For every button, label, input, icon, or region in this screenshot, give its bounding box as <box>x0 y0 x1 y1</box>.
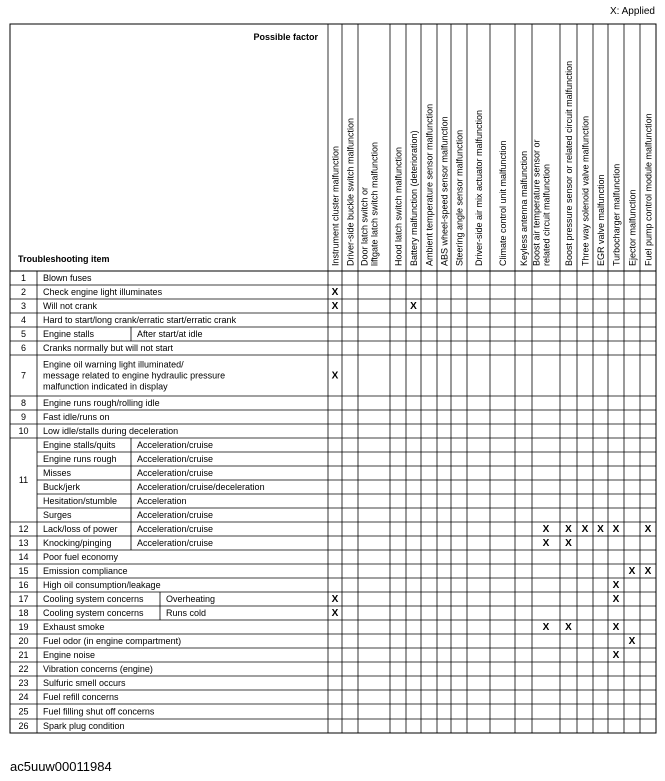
factor-label: Ambient temperature sensor malfunction <box>424 103 435 266</box>
row-number: 2 <box>20 287 27 298</box>
troubleshooting-item: message related to engine hydraulic pressure <box>43 370 226 381</box>
troubleshooting-item: Engine stalls <box>43 329 95 340</box>
troubleshooting-item-label: Troubleshooting item <box>18 254 110 264</box>
condition-text: Acceleration <box>137 496 187 507</box>
row-number: 17 <box>18 594 29 605</box>
row-number: 25 <box>18 706 29 717</box>
row-number: 22 <box>18 664 29 675</box>
factor-label: Hood latch switch malfunction <box>393 146 404 266</box>
possible-factor-label: Possible factor <box>253 32 318 42</box>
applied-mark: X <box>331 370 339 382</box>
row-number: 7 <box>20 370 27 381</box>
troubleshooting-item: Fuel filling shut off concerns <box>43 706 155 717</box>
applied-mark: X <box>628 566 636 578</box>
factor-label: EGR valve malfunction <box>596 174 606 266</box>
figure-id: ac5uuw00011984 <box>10 759 112 774</box>
applied-mark: X <box>542 622 550 634</box>
row-number: 12 <box>18 524 29 535</box>
row-number: 21 <box>18 650 29 661</box>
troubleshooting-item: Engine noise <box>43 650 96 661</box>
factor-label: liftgate latch switch malfunction <box>369 141 380 266</box>
troubleshooting-item: malfunction indicated in display <box>43 381 168 392</box>
condition-text: Acceleration/cruise <box>137 468 214 479</box>
troubleshooting-item: Engine stalls/quits <box>43 440 116 451</box>
row-number: 15 <box>18 566 29 577</box>
troubleshooting-item: Poor fuel economy <box>43 552 119 563</box>
row-number: 24 <box>18 692 29 703</box>
row-number: 11 <box>18 475 29 486</box>
row-number: 4 <box>20 315 27 326</box>
factor-label: Driver-side buckle switch malfunction <box>345 117 356 266</box>
condition-text: After start/at idle <box>137 329 203 340</box>
applied-mark: X <box>565 524 572 536</box>
applied-mark: X <box>565 538 572 550</box>
factor-label: Battery malfunction (deterioration) <box>409 130 419 266</box>
row-number: 1 <box>20 273 27 284</box>
factor-label: Door latch switch or <box>359 186 370 266</box>
row-number: 9 <box>20 412 27 423</box>
troubleshooting-item: Low idle/stalls during deceleration <box>43 426 179 437</box>
condition-text: Acceleration/cruise <box>137 510 214 521</box>
row-number: 13 <box>18 538 29 549</box>
troubleshooting-item: Cooling system concerns <box>43 608 144 619</box>
applied-mark: X <box>542 524 550 536</box>
troubleshooting-item: Engine runs rough <box>43 454 117 465</box>
troubleshooting-item: Buck/jerk <box>43 482 81 493</box>
applied-mark: X <box>597 524 604 536</box>
troubleshooting-item: Sulfuric smell occurs <box>43 678 126 689</box>
troubleshooting-item: Knocking/pinging <box>43 538 112 549</box>
row-number: 23 <box>18 678 29 689</box>
applied-mark: X <box>612 650 620 662</box>
applied-mark: X <box>581 524 589 536</box>
factor-label: Driver-side air mix actuator malfunction <box>474 109 484 266</box>
factor-label: Turbocharger malfunction <box>611 163 622 266</box>
applied-mark: X <box>612 580 620 592</box>
troubleshooting-item: Lack/loss of power <box>43 524 118 535</box>
troubleshooting-item: Hard to start/long crank/erratic start/erratic crank <box>43 315 237 326</box>
applied-legend: X: Applied <box>609 6 655 17</box>
troubleshooting-item: Engine runs rough/rolling idle <box>43 398 160 409</box>
row-number: 18 <box>18 608 29 619</box>
row-number: 20 <box>18 636 29 647</box>
troubleshooting-item: Fast idle/runs on <box>43 412 110 423</box>
condition-text: Acceleration/cruise <box>137 538 214 549</box>
row-number: 10 <box>18 426 29 437</box>
condition-text: Runs cold <box>166 608 207 619</box>
factor-label: Instrument cluster malfunction <box>330 145 341 266</box>
troubleshooting-item: Cooling system concerns <box>43 594 144 605</box>
troubleshooting-item: Check engine light illuminates <box>43 287 163 298</box>
factor-label: Boost pressure sensor or related circuit malfunction <box>564 60 574 266</box>
factor-label: Three way solenoid valve malfunction <box>580 115 591 266</box>
troubleshooting-item: Hesitation/stumble <box>43 496 118 507</box>
troubleshooting-item: Cranks normally but will not start <box>43 343 174 354</box>
applied-mark: X <box>628 636 636 648</box>
condition-text: Acceleration/cruise <box>137 454 214 465</box>
applied-mark: X <box>644 566 652 578</box>
row-number: 6 <box>20 343 27 354</box>
condition-text: Overheating <box>166 594 216 605</box>
applied-mark: X <box>612 524 620 536</box>
row-number: 19 <box>18 622 29 633</box>
troubleshooting-item: Misses <box>43 468 72 479</box>
applied-mark: X <box>612 622 620 634</box>
applied-mark: X <box>331 594 339 606</box>
row-number: 16 <box>18 580 29 591</box>
applied-mark: X <box>612 594 620 606</box>
troubleshooting-item: Emission compliance <box>43 566 128 577</box>
condition-text: Acceleration/cruise <box>137 524 214 535</box>
factor-label: ABS wheel-speed sensor malfunction <box>439 116 450 266</box>
factor-label: Ejector malfunction <box>627 189 638 266</box>
applied-mark: X <box>644 524 652 536</box>
troubleshooting-item: Will not crank <box>43 301 98 312</box>
troubleshooting-item: Fuel refill concerns <box>43 692 119 703</box>
applied-mark: X <box>565 622 572 634</box>
applied-mark: X <box>331 608 339 620</box>
applied-mark: X <box>410 301 417 313</box>
factor-label: Steering angle sensor malfunction <box>454 129 465 266</box>
condition-text: Acceleration/cruise <box>137 440 214 451</box>
troubleshooting-item: Exhaust smoke <box>43 622 105 633</box>
troubleshooting-item: Vibration concerns (engine) <box>43 664 153 675</box>
factor-label: Fuel pump control module malfunction <box>643 113 654 266</box>
condition-text: Acceleration/cruise/deceleration <box>137 482 265 493</box>
applied-mark: X <box>331 287 339 299</box>
troubleshooting-item: Surges <box>43 510 72 521</box>
troubleshooting-item: Fuel odor (in engine compartment) <box>43 636 182 647</box>
applied-mark: X <box>331 301 339 313</box>
applied-mark: X <box>542 538 550 550</box>
factor-label: Boost air temperature sensor or <box>531 139 542 266</box>
factor-label: related circuit malfunction <box>541 163 552 266</box>
troubleshooting-item: High oil consumption/leakage <box>43 580 161 591</box>
factor-label: Keyless antenna malfunction <box>519 150 529 266</box>
row-number: 3 <box>20 301 27 312</box>
troubleshooting-item: Blown fuses <box>43 273 92 284</box>
row-number: 8 <box>20 398 27 409</box>
troubleshooting-item: Engine oil warning light illuminated/ <box>43 359 184 370</box>
troubleshooting-item: Spark plug condition <box>43 721 125 732</box>
row-number: 5 <box>20 329 27 340</box>
factor-label: Climate control unit malfunction <box>498 140 508 266</box>
row-number: 26 <box>18 721 29 732</box>
row-number: 14 <box>18 552 29 563</box>
